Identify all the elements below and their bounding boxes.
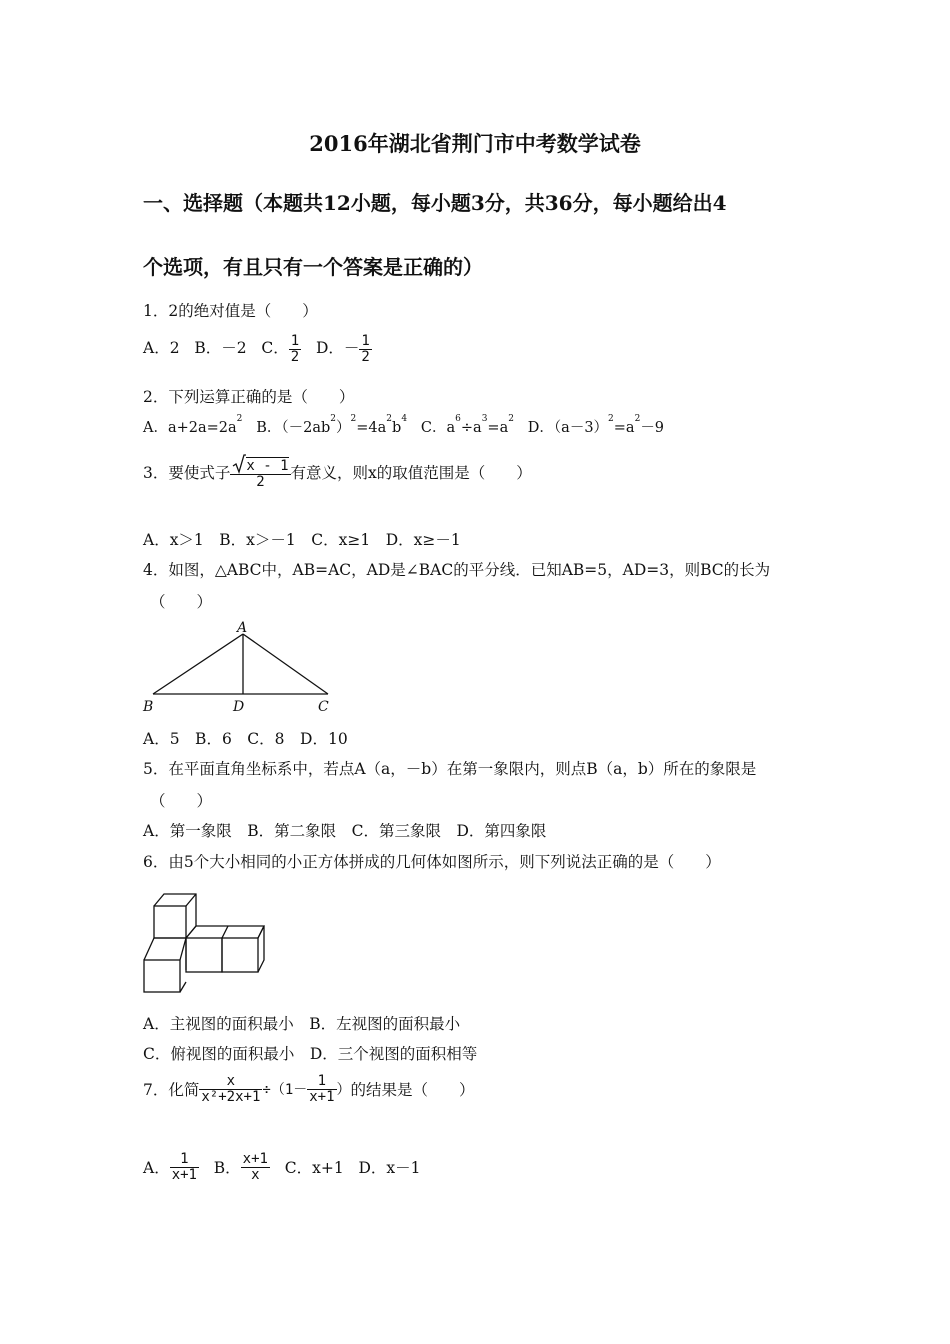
q7-option-b-numerator: x+1 xyxy=(242,1151,268,1167)
q2-option-c-label: C． xyxy=(420,420,447,436)
vertex-b-label: B xyxy=(143,699,154,715)
q2-options xyxy=(143,416,664,437)
q6-cubes-figure xyxy=(140,884,266,996)
q7-option-d: D．x－1 xyxy=(358,1159,421,1178)
q4-triangle-figure xyxy=(140,620,340,716)
q1-option-c-fraction xyxy=(289,334,301,364)
q2-option-a-text: a+2a=2a xyxy=(167,420,237,436)
q7-option-a-numerator: 1 xyxy=(170,1152,199,1168)
q1-option-a: A．2 xyxy=(143,339,180,358)
q3-denominator: 2 xyxy=(256,474,265,490)
q1-option-c-denominator: 2 xyxy=(290,348,300,365)
q2-option-c-text3: =a xyxy=(487,420,509,436)
q7-option-b-fraction xyxy=(241,1152,270,1182)
cube-front-left-bottom-edge xyxy=(180,982,186,992)
q1-option-d-numerator: 1 xyxy=(361,333,370,349)
segment-ac xyxy=(243,634,328,694)
q2-option-d-sup2: 2 xyxy=(634,414,641,424)
q3-radicand: x - 1 xyxy=(246,458,289,475)
q2-option-b-text1: （－2ab xyxy=(281,420,331,436)
q2-option-a-label: A． xyxy=(143,420,168,436)
q3-sqrt xyxy=(232,454,288,474)
q1-option-d-denominator: 2 xyxy=(361,348,370,365)
q5-options: A．第一象限 B．第二象限 C．第三象限 D．第四象限 xyxy=(143,822,547,840)
q2-option-b xyxy=(256,414,408,436)
q3-stem-pre: 3．要使式子 xyxy=(143,463,231,482)
q7-option-b-denominator: x xyxy=(251,1166,260,1183)
q5-stem-line2: （ ） xyxy=(150,792,213,810)
q2-option-d-text1: （a－3） xyxy=(553,420,609,436)
q7-inner-denominator: x+1 xyxy=(309,1088,335,1105)
q2-option-c-sup2: 3 xyxy=(481,414,488,424)
q7-options xyxy=(143,1152,421,1182)
q1-options xyxy=(143,334,372,364)
q1-option-d-label: D．－ xyxy=(315,339,360,358)
q7-option-a-label: A． xyxy=(143,1159,170,1178)
q3-stem xyxy=(143,454,532,490)
q1-option-c-label: C． xyxy=(261,339,289,358)
q7-option-a-denominator: x+1 xyxy=(171,1166,197,1183)
cube-row-1 xyxy=(186,938,222,972)
q4-stem-line1: 4．如图，△ABC中，AB=AC，AD是∠BAC的平分线．已知AB=5，AD=3，则BC的长为 xyxy=(143,561,771,579)
q5-stem-line1: 5．在平面直角坐标系中，若点A（a，－b）在第一象限内，则点B（a，b）所在的象限是 xyxy=(143,760,757,778)
q2-stem: 2．下列运算正确的是（ ） xyxy=(143,388,355,406)
q1-option-c-numerator: 1 xyxy=(290,333,300,349)
cube-top-front xyxy=(154,906,186,938)
q7-inner-numerator: 1 xyxy=(307,1074,336,1090)
cube-front-left xyxy=(144,960,180,992)
q4-options: A．5 B．6 C．8 D．10 xyxy=(143,730,348,748)
cube-row-right-side xyxy=(258,926,264,972)
q2-option-a-sup: 2 xyxy=(236,414,243,424)
q2-option-b-text2: ） xyxy=(336,420,351,436)
vertex-a-label: A xyxy=(237,620,248,636)
q6-options-line1: A．主视图的面积最小 B．左视图的面积最小 xyxy=(143,1015,461,1033)
segment-ab xyxy=(153,634,243,694)
q7-option-c: C．x+1 xyxy=(284,1159,344,1178)
vertex-d-label: D xyxy=(233,699,245,715)
q2-option-a xyxy=(143,414,243,436)
q7-main-numerator: x xyxy=(199,1074,262,1090)
cube-row-mid-edge xyxy=(222,926,228,938)
q7-main-fraction xyxy=(199,1074,262,1104)
q2-option-d-text2: =a xyxy=(613,420,635,436)
q2-option-b-sup4: 4 xyxy=(401,414,408,424)
q7-stem xyxy=(143,1074,475,1104)
q7-option-b-label: B． xyxy=(213,1159,241,1178)
q6-options-line2: C．俯视图的面积最小 D．三个视图的面积相等 xyxy=(143,1045,478,1063)
q2-option-c-text1: a xyxy=(446,420,456,436)
q2-option-d-sup1: 2 xyxy=(608,414,614,424)
cube-row-2 xyxy=(222,938,258,972)
q7-stem-post: 的结果是（ ） xyxy=(350,1081,475,1100)
q6-stem: 6．由5个大小相同的小正方体拼成的几何体如图所示，则下列说法正确的是（ ） xyxy=(143,853,721,871)
q2-option-d xyxy=(527,414,665,436)
cube-front-left-top xyxy=(144,938,186,960)
section-header-line2: 个选项，有且只有一个答案是正确的） xyxy=(143,255,483,279)
q7-option-a-fraction xyxy=(170,1152,199,1182)
q3-options: A．x＞1 B．x＞－1 C．x≥1 D．x≥－1 xyxy=(143,531,461,549)
q3-stem-post: 有意义，则x的取值范围是（ ） xyxy=(290,463,532,482)
cube-top-edge xyxy=(186,894,196,906)
q2-option-d-label: D． xyxy=(527,420,554,436)
q2-option-d-text3: －9 xyxy=(640,420,665,436)
q1-stem: 1．2的绝对值是（ ） xyxy=(143,302,318,320)
q2-option-b-sup2: 2 xyxy=(350,414,357,424)
q7-inner-fraction xyxy=(307,1074,336,1104)
q2-option-b-label: B． xyxy=(256,420,282,436)
q3-numerator xyxy=(230,454,290,475)
q2-option-c xyxy=(420,414,514,436)
vertex-c-label: C xyxy=(318,699,329,715)
section-header-line1: 一、选择题（本题共12小题，每小题3分，共36分，每小题给出4 xyxy=(143,191,727,215)
q2-option-b-text3: =4a xyxy=(356,420,387,436)
sqrt-icon xyxy=(232,454,246,474)
q2-option-b-sup3: 2 xyxy=(386,414,393,424)
q3-fraction xyxy=(230,454,290,490)
q2-option-c-text2: ÷a xyxy=(460,420,482,436)
q7-divide-part: ÷（1－ xyxy=(262,1082,308,1099)
q2-option-b-text4: b xyxy=(392,420,402,436)
q7-stem-pre: 7．化简 xyxy=(143,1081,200,1100)
q1-option-b: B．－2 xyxy=(194,339,247,358)
q4-stem-line2: （ ） xyxy=(150,593,213,611)
q2-option-c-sup1: 6 xyxy=(455,414,461,424)
q7-main-denominator: x²+2x+1 xyxy=(201,1088,261,1105)
q2-option-c-sup3: 2 xyxy=(508,414,514,424)
q2-option-b-sup1: 2 xyxy=(330,414,337,424)
page-title: 2016年湖北省荆门市中考数学试卷 xyxy=(309,131,641,156)
q7-close-paren: ） xyxy=(336,1082,351,1099)
q1-option-d-fraction xyxy=(359,334,371,364)
